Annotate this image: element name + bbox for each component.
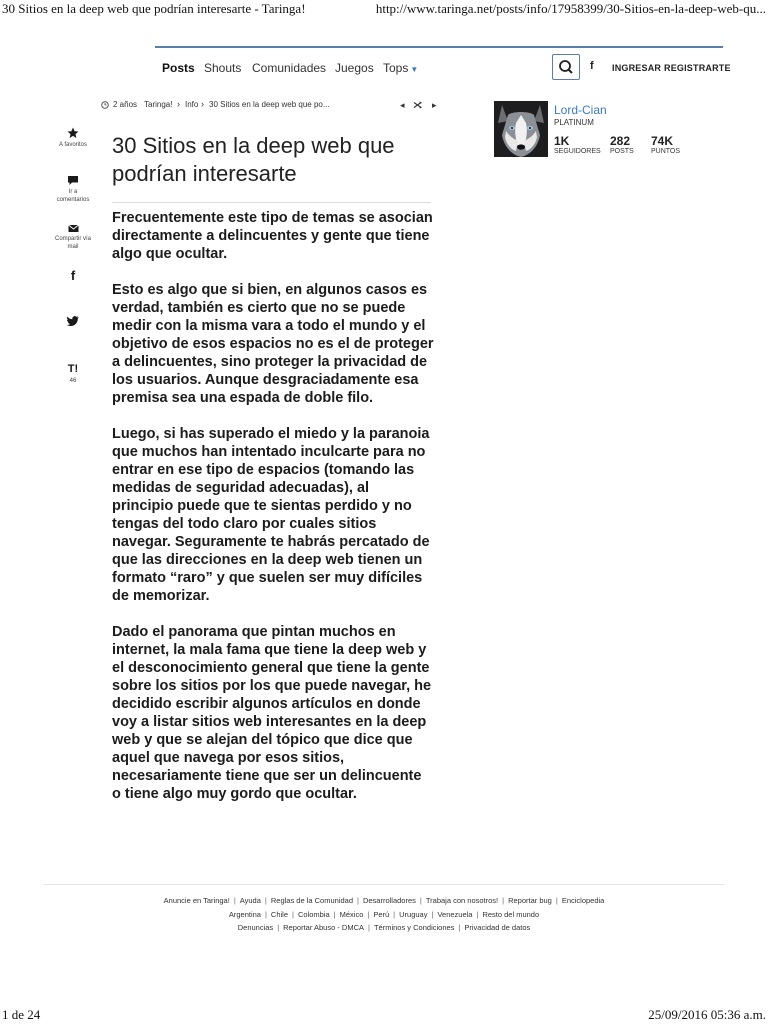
posts-label: POSTS: [610, 148, 634, 155]
footer-divider: [44, 884, 724, 885]
facebook-login-icon[interactable]: f: [590, 60, 594, 72]
points-count: 74K: [651, 134, 674, 148]
nav-juegos[interactable]: Juegos: [335, 61, 374, 75]
breadcrumb-current-post: 30 Sitios en la deep web que po...: [209, 100, 330, 109]
random-post-icon[interactable]: [413, 101, 423, 109]
post-age: 2 años: [113, 100, 138, 109]
print-page-url: http://www.taringa.net/posts/info/17958399/30-Sitios-en-la-deep-web-qu...: [375, 1, 766, 16]
main-nav: [155, 56, 731, 82]
footer-country-link[interactable]: Uruguay: [399, 909, 428, 919]
site-footer: [44, 894, 724, 935]
post-paragraph: Luego, si has superado el miedo y la paranoia que muchos han intentado inculcarte para no entrar en ese tipo de espacios (tomando las medidas de seguridad adecuadas), al principio puede que te sientas perdido y no tengas del todo claro por cuales sitios navegar. Seguramente te habrás percatado de que las direcciones en la deep web tienen un formato “raro” y que suelen ser muy difíciles de memorizar.: [112, 426, 430, 604]
footer-country-link[interactable]: Argentina: [228, 909, 261, 919]
footer-link[interactable]: Reglas de la Comunidad: [270, 896, 353, 905]
share-facebook-button[interactable]: [52, 268, 94, 283]
nav-tops[interactable]: [383, 61, 418, 75]
nav-top-border: [155, 46, 723, 48]
title-divider: [112, 202, 431, 203]
twitter-icon: [67, 316, 79, 326]
footer-legal-link[interactable]: Reportar Abuso - DMCA: [283, 923, 365, 932]
footer-link[interactable]: Ayuda: [239, 896, 261, 905]
share-mail-button[interactable]: [52, 224, 94, 251]
post-title: 30 Sitios en la deep web que podrían interesarte: [112, 133, 395, 186]
nav-comunidades[interactable]: Comunidades: [252, 61, 327, 75]
comment-icon: [67, 175, 79, 186]
share-twitter-button[interactable]: [52, 316, 94, 326]
mail-icon: [68, 224, 79, 233]
clock-icon: [101, 101, 109, 109]
author-avatar[interactable]: [494, 101, 548, 157]
chevron-right-icon: ›: [201, 99, 204, 109]
followers-label: SEGUIDORES: [554, 148, 601, 155]
breadcrumb-taringa[interactable]: Taringa!: [144, 100, 173, 109]
nav-posts[interactable]: Posts: [162, 61, 195, 75]
husky-avatar-image: [494, 101, 548, 157]
star-icon: [67, 127, 79, 139]
posts-count: 282: [610, 134, 631, 148]
caret-down-icon: ▼: [410, 65, 419, 74]
footer-legal-row: Denuncias | Reportar Abuso - DMCA | Términos y Condiciones | Privacidad de datos: [237, 923, 531, 932]
print-page-title: 30 Sitios en la deep web que podrían interesarte - Taringa!: [2, 1, 306, 16]
footer-link[interactable]: Enciclopedia: [561, 896, 605, 905]
footer-link[interactable]: Desarrolladores: [362, 896, 416, 905]
print-header: [0, 0, 768, 20]
points-label: PUNTOS: [651, 148, 681, 155]
facebook-icon: f: [70, 268, 76, 283]
nav-shouts[interactable]: Shouts: [204, 61, 242, 75]
taringa-share-count: 46: [69, 378, 77, 384]
footer-legal-link[interactable]: Denuncias: [237, 923, 274, 932]
go-to-comments-button[interactable]: [52, 175, 94, 204]
followers-count: 1K: [554, 134, 570, 148]
previous-post-icon[interactable]: ◂: [400, 100, 405, 110]
comments-label: Ir a comentarios: [56, 189, 90, 203]
post-paragraph: Dado el panorama que pintan muchos en internet, la mala fama que tiene la deep web y el desconocimiento general que tiene la gente sobre los sitios por los que puede navegar, he decidido escribir algunos artículos en donde voy a listar sitios web interesantes en la deep web y que se alejan del tópico que dice que aquel que navega por esos sitios, necesariamente tiene que ser un delincuente o tiene algo muy gordo que ocultar.: [112, 624, 432, 802]
post-body: [112, 209, 434, 821]
search-button[interactable]: [552, 54, 580, 80]
add-favorite-button[interactable]: [52, 127, 94, 149]
footer-link[interactable]: Reportar bug: [508, 896, 552, 905]
footer-links-row: Anuncie en Taringa! | Ayuda | Reglas de la Comunidad | Desarrolladores | Trabaja con nosotros! | Reportar bug | Enciclopedia: [163, 896, 605, 905]
footer-country-link[interactable]: Resto del mundo: [482, 909, 540, 919]
mail-label: Compartir vía mail: [54, 236, 91, 250]
post-paragraph: Esto es algo que si bien, en algunos casos es verdad, también es cierto que no se puede medir con la misma vara a todo el mundo y el objetivo de esos espacios no es el de proteger a delincuentes, sino proteger la privacidad de los usuarios. Aunque desgraciadamente esa premisa sea una espada de doble filo.: [112, 282, 434, 406]
print-footer: [0, 1007, 768, 1024]
breadcrumb: [101, 99, 441, 113]
register-link[interactable]: REGISTRARTE: [664, 63, 731, 73]
footer-country-link[interactable]: México: [339, 909, 364, 919]
author-rank: PLATINUM: [554, 118, 594, 127]
breadcrumb-info[interactable]: Info: [185, 100, 199, 109]
footer-country-link[interactable]: Colombia: [297, 909, 330, 919]
footer-country-link[interactable]: Chile: [270, 909, 289, 919]
chevron-right-icon: ›: [177, 99, 180, 109]
followers-stat[interactable]: [554, 135, 601, 156]
points-stat[interactable]: [651, 135, 680, 156]
footer-link[interactable]: Trabaja con nosotros!: [425, 896, 499, 905]
footer-country-link[interactable]: Perú: [373, 909, 390, 919]
print-page-number: 1 de 24: [2, 1007, 41, 1022]
footer-link[interactable]: Anuncie en Taringa!: [163, 896, 230, 905]
taringa-share-button[interactable]: [52, 363, 94, 385]
favorites-label: A favoritos: [58, 142, 87, 148]
posts-stat[interactable]: [610, 135, 634, 156]
search-icon: [553, 55, 579, 79]
login-link[interactable]: INGRESAR: [612, 63, 662, 73]
next-post-icon[interactable]: ▸: [432, 100, 437, 110]
footer-countries-row: Argentina | Chile | Colombia | México | Perú | Uruguay | Venezuela | Resto del mundo: [228, 909, 540, 919]
author-name[interactable]: Lord-Cian: [554, 103, 607, 117]
nav-tops-label: Tops: [383, 61, 409, 75]
author-card: [494, 101, 724, 159]
print-datetime: 25/09/2016 05:36 a.m.: [648, 1007, 766, 1022]
footer-country-link[interactable]: Venezuela: [437, 909, 473, 919]
post-paragraph: Frecuentemente este tipo de temas se asocian directamente a delincuentes y gente que tiene algo que ocultar.: [112, 210, 433, 262]
taringa-icon: T!: [67, 363, 79, 375]
footer-legal-link[interactable]: Privacidad de datos: [464, 923, 531, 932]
footer-legal-link[interactable]: Términos y Condiciones: [373, 923, 455, 932]
